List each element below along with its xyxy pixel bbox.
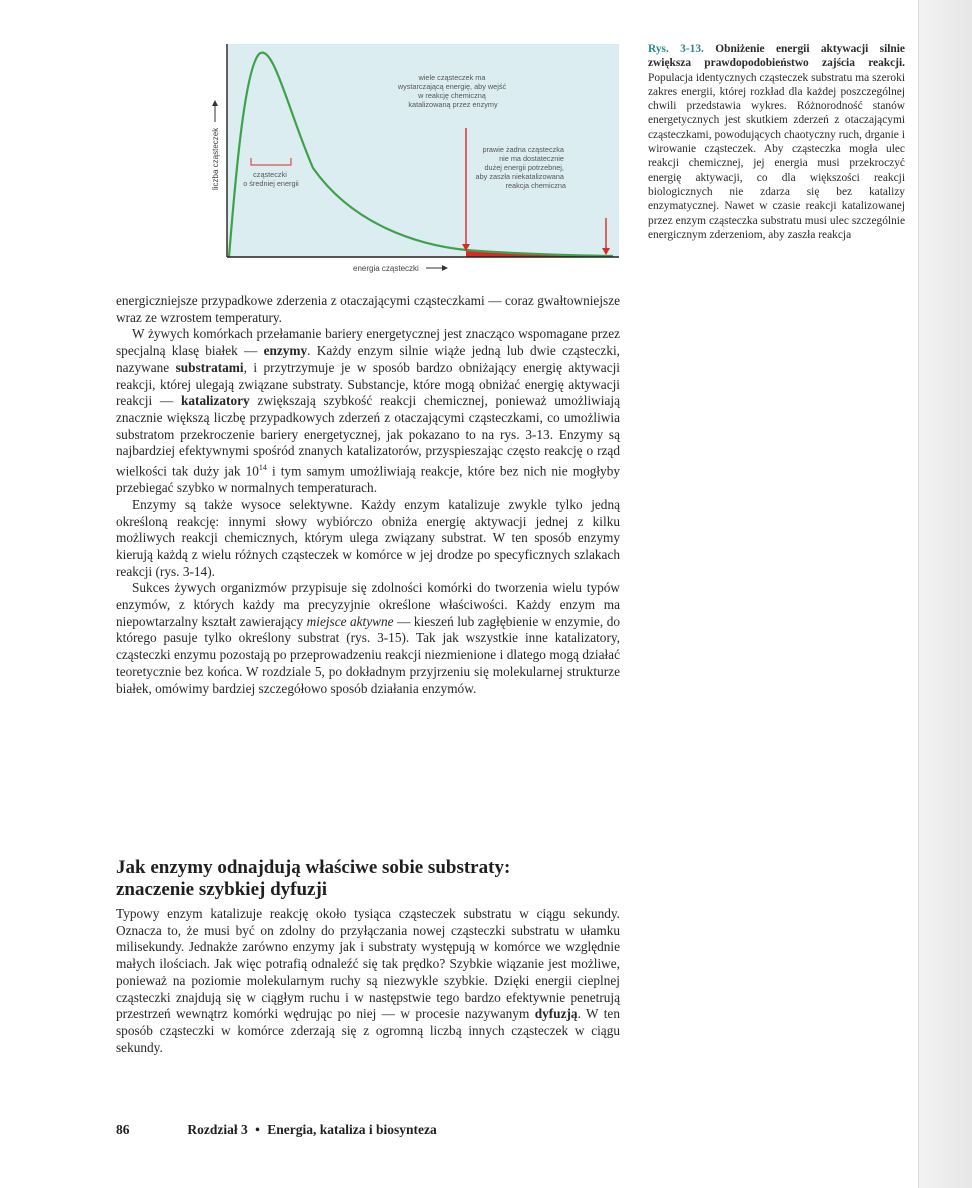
section-paragraph-1: Typowy enzym katalizuje reakcję około tysiąca cząsteczek substratu w ciągu sekundy. Oznacza to, że musi być on zdolny do przyłączania nowej cząsteczki substratu w ułamku milisekundy. Jednakże zarówno enzymy jak i substraty występują w komórce we względnie małych ilościach. Jak więc potrafią odnaleźć się tak prędko? Szybkie wiązanie jest możliwe, ponieważ na poziomie molekularnym ruchy są niezwykle szybkie. Dzięki energii cieplnej cząsteczki znajdują się w ciągłym ruchu i w następstwie tego bardzo efektywnie penetrują przestrzeń wewnątrz komórki wędrując po niej — w procesie nazywanym dyfuzją. W ten sposób cząsteczki w komórce zderzają się z ogromną liczbą innych cząsteczek w ciągu sekundy.: [116, 906, 620, 1055]
caption-title: Obniżenie energii aktywacji silnie zwiększa prawdopodobieństwo zajścia reakcji.: [648, 43, 905, 70]
paragraph-2: W żywych komórkach przełamanie bariery energetycznej jest znacząco wspomagane przez specjalną klasę białek — enzymy. Każdy enzym silnie wiąże jedną lub dwie cząsteczki, nazywane substratami, i przytrzymuje je w sposób bardzo obniżający energię aktywacji reakcji, której ulegają związane substraty. Substancje, które mogą obniżać energię aktywacji reakcji — katalizatory zwiększają szybkość reakcji chemicznej, ponieważ umożliwiają znacznie większą liczbę przypadkowych zderzeń z otaczającymi cząsteczkami, co umożliwia substratom przekroczenie bariery energetycznej, jak pokazano to na rys. 3-13. Enzymy są najbardziej efektywnymi spośród znanych katalizatorów, przyspieszając często reakcję o rząd wielkości tak duży jak $10^{14}$ i tym samym umożliwiają reakcje, które bez nich nie mogłyby przebiegać szybko w normalnych temperaturach.: [116, 326, 621, 496]
exponent: 14: [258, 463, 267, 473]
average-molecules-annotation: cząsteczki o średniej energii: [243, 170, 299, 188]
term-dyfuzja: dyfuzją: [534, 1006, 578, 1022]
page-edge: [918, 0, 972, 1188]
footer-bullet: •: [255, 1122, 260, 1137]
y-axis-arrow-head: [212, 100, 218, 106]
y-axis-label: liczba cząsteczek: [211, 127, 220, 190]
caption-text: Populacja identycznych cząsteczek substratu ma szeroki zakres energii, której rozkład dla każdej poszczególnej chwili przedstawia wykres. Różnorodność stanów energetycznych jest skutkiem zderzeń z otaczającymi cząsteczkami, powodujących chaotyczny ruch, drganie i wirowanie cząsteczek. Aby cząsteczka mogła ulec reakcji chemicznej, jej energia musi przekroczyć energię aktywacji, co dla większości reakcji biologicznych nie zdarza się bez katalizy enzymatycznej. Nawet w czasie reakcji katalizowanej przez enzym cząsteczka substratu musi ulec szczególnie energicznym zderzeniom, aby zaszła reakcja: [648, 71, 905, 241]
paragraph-1: energiczniejsze przypadkowe zderzenia z otaczającymi cząsteczkami — coraz gwałtowniejsze wraz ze wzrostem temperatury.: [116, 293, 620, 325]
term-enzymy: enzymy: [263, 343, 308, 359]
term-active-site: miejsce aktywne: [306, 613, 394, 629]
chapter-title: Energia, kataliza i biosynteza: [267, 1122, 437, 1137]
many-molecules-annotation: wiele cząsteczek ma wystarczającą energię, aby wejść w reakcję chemiczną katalizowaną przez enzymy: [397, 73, 507, 109]
paragraph-4: Sukces żywych organizmów przypisuje się zdolności komórki do tworzenia wielu typów enzymów, z których każdy ma precyzyjnie określone właściwości. Każdy enzym ma niepowtarzalny kształt zawierający miejsce aktywne — kieszeń lub zagłębienie w enzymie, do którego pasuje tylko określony substrat (rys. 3-15). Tak jak wszystkie inne katalizatory, cząsteczki enzymu pozostają po przeprowadzeniu reakcji niezmienione i dlatego mogą działać teoretycznie bez końca. W rozdziale 5, po dokładnym przyjrzeniu się molekularnej strukturze białek, omówimy bardziej szczegółowo sposób działania enzymów.: [116, 580, 621, 696]
energy-distribution-figure: [203, 40, 628, 290]
few-molecules-annotation: prawie żadna cząsteczka nie ma dostatecznie dużej energii potrzebnej, aby zaszła niekatalizowana reakcja chemiczna: [475, 145, 566, 190]
page-footer: [116, 1122, 620, 1138]
chapter-label: Rozdział 3: [187, 1122, 248, 1137]
section-heading: Jak enzymy odnajdują właściwe sobie substraty: znaczenie szybkiej dyfuzji: [116, 857, 511, 900]
x-axis-label: energia cząsteczki: [353, 264, 419, 273]
term-substratami: substratami: [175, 359, 244, 375]
figure-svg: [203, 40, 628, 290]
section-text: [116, 906, 620, 1056]
caption-label: Rys. 3-13.: [648, 43, 704, 55]
page-number: 86: [116, 1122, 130, 1137]
term-katalizatory: katalizatory: [180, 393, 250, 409]
x-axis-arrow-head: [442, 265, 448, 271]
figure-caption: [648, 42, 905, 242]
paragraph-3: Enzymy są także wysoce selektywne. Każdy enzym katalizuje zwykle tylko jedną określoną reakcję: innymi słowy wybiórczo obniża energię aktywacji jednej z kilku możliwych reakcji chemicznych, którym ulega związany substrat. W ten sposób enzymy kierują każdą z wielu różnych cząsteczek w komórce w jej drodze po specyficznych szlakach reakcji (rys. 3-14).: [116, 496, 620, 579]
body-text: [116, 293, 620, 697]
